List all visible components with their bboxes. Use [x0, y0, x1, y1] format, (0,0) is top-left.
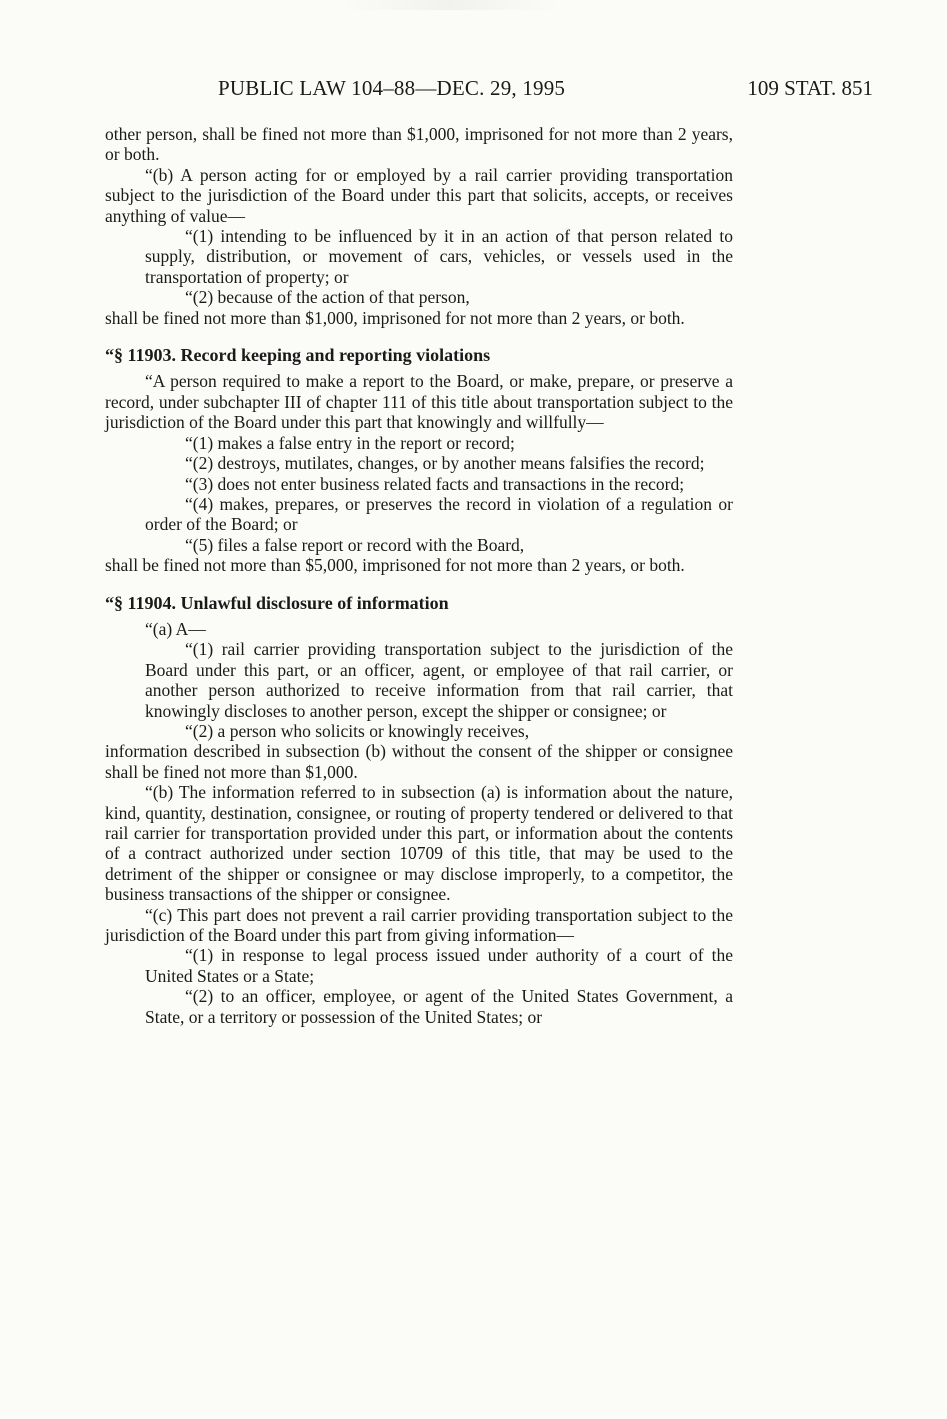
running-head-title: PUBLIC LAW 104–88—DEC. 29, 1995 [218, 76, 566, 100]
page-header [0, 76, 947, 106]
scan-artifact [340, 0, 560, 10]
paragraph: “A person required to make a report to the Board, or make, prepare, or preserve a record, under subchapter III of chapter 111 of this title about transportation subject to the jurisdiction of the Board under this part that knowingly and willfully— [105, 371, 733, 433]
paragraph: “(1) intending to be influenced by it in an action of that person related to supply, distribution, or movement of cars, vehicles, or vessels used in the transportation of property; or [145, 226, 733, 287]
paragraph: other person, shall be fined not more than $1,000, imprisoned for not more than 2 years, or both. [105, 124, 733, 165]
paragraph: “(b) A person acting for or employed by a rail carrier providing transportation subject to the jurisdiction of the Board under this part that solicits, accepts, or receives anything of value— [105, 164, 733, 226]
paragraph: “(2) because of the action of that person, [185, 287, 470, 308]
paragraph: “(2) to an officer, employee, or agent of the United States Government, a State, or a territory or possession of the United States; or [145, 986, 733, 1027]
paragraph: “(a) A— [145, 618, 206, 639]
paragraph: “(c) This part does not prevent a rail carrier providing transportation subject to the jurisdiction of the Board under this part from giving information— [105, 904, 733, 946]
paragraph: “(2) destroys, mutilates, changes, or by another means falsifies the record; [185, 453, 705, 474]
paragraph: “(1) makes a false entry in the report or record; [185, 432, 515, 453]
paragraph: “(1) in response to legal process issued under authority of a court of the United States or a State; [145, 945, 733, 986]
paragraph: information described in subsection (b) without the consent of the shipper or consignee shall be fined not more than $1,000. [105, 741, 733, 782]
paragraph: shall be fined not more than $5,000, imprisoned for not more than 2 years, or both. [105, 555, 685, 576]
section-heading-11903: “§ 11903. Record keeping and reporting violations [105, 345, 491, 366]
page-number: 109 STAT. 851 [747, 76, 873, 100]
section-heading-11904: “§ 11904. Unlawful disclosure of information [105, 592, 449, 613]
paragraph: “(4) makes, prepares, or preserves the record in violation of a regulation or order of the Board; or [145, 493, 733, 535]
paragraph: “(1) rail carrier providing transportation subject to the jurisdiction of the Board under this part, or an officer, agent, or employee of that rail carrier, or another person authorized to receive information from that rail carrier, that knowingly discloses to another person, except the shipper or consignee; or [145, 639, 733, 721]
statute-body [105, 124, 733, 1027]
paragraph: “(3) does not enter business related facts and transactions in the record; [185, 473, 685, 494]
paragraph: “(b) The information referred to in subsection (a) is information about the nature, kind, quantity, destination, consignee, or routing of property tendered or delivered to that rail carrier for transportation provided under this part, or information about the contents of a contract authorized under section 10709 of this title, that may be used to the detriment of the shipper or consignee or may disclose improperly, to a competitor, the business transactions of the shipper or consignee. [105, 782, 733, 905]
paragraph: “(2) a person who solicits or knowingly receives, [185, 720, 530, 741]
paragraph: shall be fined not more than $1,000, imprisoned for not more than 2 years, or both. [105, 307, 685, 328]
paragraph: “(5) files a false report or record with the Board, [185, 534, 525, 555]
